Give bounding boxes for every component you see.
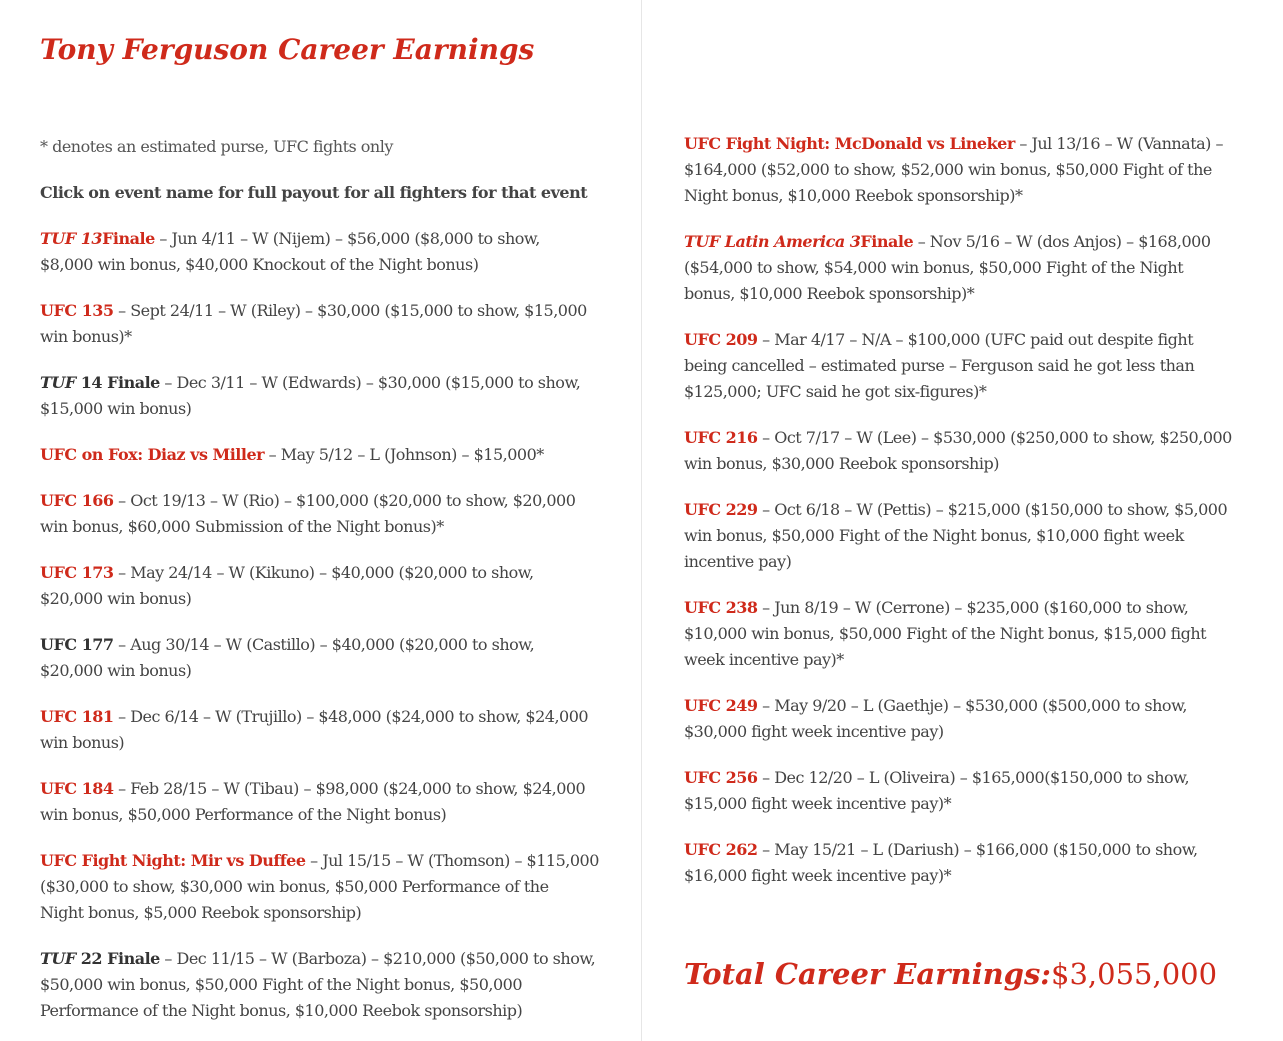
event-link-ufc-184[interactable]: UFC 184 bbox=[40, 779, 114, 798]
entry-details: Performance of the Night bonus, $10,000 Reebok sponsorship) bbox=[40, 1001, 523, 1020]
entry-details: $15,000 win bonus) bbox=[40, 399, 192, 418]
earnings-entry bbox=[684, 229, 1211, 307]
entry-details: – Oct 7/17 – W (Lee) – $530,000 ($250,000 to show, $250,000 bbox=[762, 428, 1232, 447]
event-link-ufc-262[interactable]: UFC 262 bbox=[684, 840, 758, 859]
entry-details: – May 5/12 – L (Johnson) – $15,000* bbox=[268, 445, 544, 464]
earnings-entry bbox=[40, 370, 580, 422]
entry-details: ($30,000 to show, $30,000 win bonus, $50,000 Performance of the bbox=[40, 877, 549, 896]
event-link-name: Finale bbox=[860, 232, 914, 251]
event-link-ufc-173[interactable]: UFC 173 bbox=[40, 563, 114, 582]
event-link-ufc-181[interactable]: UFC 181 bbox=[40, 707, 114, 726]
entry-details: – Jul 13/16 – W (Vannata) – bbox=[1019, 134, 1224, 153]
entry-details: $125,000; UFC said he got six-figures)* bbox=[684, 382, 987, 401]
event-link-ufc-fight-night-mcdonald-vs-lineker[interactable]: UFC Fight Night: McDonald vs Lineker bbox=[684, 134, 1015, 153]
event-name-text: 22 Finale bbox=[80, 949, 160, 968]
event-link-ufc-fight-night-mir-vs-duffee[interactable]: UFC Fight Night: Mir vs Duffee bbox=[40, 851, 306, 870]
entry-details: – Oct 19/13 – W (Rio) – $100,000 ($20,000 to show, $20,000 bbox=[118, 491, 576, 510]
entry-details: – Sept 24/11 – W (Riley) – $30,000 ($15,000 to show, $15,000 bbox=[118, 301, 587, 320]
event-name-text: 14 Finale bbox=[80, 373, 160, 392]
entry-details: being cancelled – estimated purse – Ferguson said he got less than bbox=[684, 356, 1195, 375]
event-link-ufc-216[interactable]: UFC 216 bbox=[684, 428, 758, 447]
entry-details: – Dec 11/15 – W (Barboza) – $210,000 ($50,000 to show, bbox=[164, 949, 596, 968]
total-label: Total Career Earnings: bbox=[684, 957, 1051, 991]
entry-details: – Aug 30/14 – W (Castillo) – $40,000 ($20,000 to show, bbox=[118, 635, 535, 654]
earnings-entry bbox=[684, 327, 1194, 405]
entry-details: – May 9/20 – L (Gaethje) – $530,000 ($500,000 to show, bbox=[762, 696, 1187, 715]
event-link-ufc-249[interactable]: UFC 249 bbox=[684, 696, 758, 715]
event-name-prefix: TUF bbox=[40, 949, 76, 968]
earnings-entry bbox=[40, 776, 585, 828]
entry-details: $15,000 fight week incentive pay)* bbox=[684, 794, 952, 813]
entry-details: Night bonus, $5,000 Reebok sponsorship) bbox=[40, 903, 362, 922]
entry-details: win bonus, $60,000 Submission of the Night bonus)* bbox=[40, 517, 444, 536]
entry-details: win bonus)* bbox=[40, 327, 132, 346]
earnings-entry bbox=[684, 425, 1232, 477]
total-amount: $3,055,000 bbox=[1051, 957, 1218, 991]
entry-details: $10,000 win bonus, $50,000 Fight of the Night bonus, $15,000 fight bbox=[684, 624, 1207, 643]
entry-details: – Feb 28/15 – W (Tibau) – $98,000 ($24,000 to show, $24,000 bbox=[118, 779, 586, 798]
earnings-entry bbox=[40, 488, 575, 540]
entry-details: – May 24/14 – W (Kikuno) – $40,000 ($20,000 to show, bbox=[118, 563, 534, 582]
event-link-prefix: TUF Latin America 3 bbox=[684, 232, 861, 251]
entry-details: $30,000 fight week incentive pay) bbox=[684, 722, 944, 741]
entry-details: incentive pay) bbox=[684, 552, 792, 571]
entry-details: win bonus) bbox=[40, 733, 125, 752]
entry-details: $20,000 win bonus) bbox=[40, 589, 192, 608]
event-link-tuf-13-finale[interactable] bbox=[40, 229, 155, 248]
estimate-note: * denotes an estimated purse, UFC fights only bbox=[40, 137, 393, 156]
event-link-ufc-on-fox-diaz-vs-miller[interactable]: UFC on Fox: Diaz vs Miller bbox=[40, 445, 265, 464]
event-link-tuf-latin-america-3-finale[interactable] bbox=[684, 232, 913, 251]
earnings-entry bbox=[684, 595, 1206, 673]
entry-details: bonus, $10,000 Reebok sponsorship)* bbox=[684, 284, 975, 303]
entry-details: Night bonus, $10,000 Reebok sponsorship)* bbox=[684, 186, 1023, 205]
earnings-entry bbox=[40, 560, 534, 612]
event-link-ufc-238[interactable]: UFC 238 bbox=[684, 598, 758, 617]
entry-details: $50,000 win bonus, $50,000 Fight of the Night bonus, $50,000 bbox=[40, 975, 522, 994]
event-name-tuf-22-finale bbox=[40, 949, 160, 968]
event-link-ufc-209[interactable]: UFC 209 bbox=[684, 330, 758, 349]
event-link-ufc-256[interactable]: UFC 256 bbox=[684, 768, 758, 787]
total-career-earnings bbox=[684, 952, 1217, 996]
event-link-prefix: TUF 13 bbox=[40, 229, 103, 248]
earnings-entry bbox=[684, 837, 1198, 889]
entry-details: $164,000 ($52,000 to show, $52,000 win bonus, $50,000 Fight of the bbox=[684, 160, 1212, 179]
entry-details: ($54,000 to show, $54,000 win bonus, $50,000 Fight of the Night bbox=[684, 258, 1184, 277]
earnings-entry bbox=[40, 704, 588, 756]
earnings-entry bbox=[684, 765, 1189, 817]
earnings-entry bbox=[40, 226, 540, 278]
event-name-ufc-177: UFC 177 bbox=[40, 635, 114, 654]
event-link-ufc-229[interactable]: UFC 229 bbox=[684, 500, 758, 519]
earnings-entry bbox=[684, 497, 1227, 575]
earnings-entry bbox=[684, 693, 1187, 745]
column-divider bbox=[641, 0, 642, 1041]
event-link-ufc-166[interactable]: UFC 166 bbox=[40, 491, 114, 510]
entry-details: – Nov 5/16 – W (dos Anjos) – $168,000 bbox=[917, 232, 1211, 251]
entry-details: win bonus, $50,000 Performance of the Night bonus) bbox=[40, 805, 447, 824]
page-title: Tony Ferguson Career Earnings bbox=[40, 33, 535, 66]
entry-details: $16,000 fight week incentive pay)* bbox=[684, 866, 952, 885]
event-name-tuf-14-finale bbox=[40, 373, 160, 392]
entry-details: – Oct 6/18 – W (Pettis) – $215,000 ($150,000 to show, $5,000 bbox=[762, 500, 1228, 519]
entry-details: – Jul 15/15 – W (Thomson) – $115,000 bbox=[310, 851, 599, 870]
earnings-entry bbox=[40, 298, 587, 350]
earnings-entry bbox=[40, 946, 595, 1024]
entry-details: – Dec 3/11 – W (Edwards) – $30,000 ($15,000 to show, bbox=[164, 373, 581, 392]
earnings-entry bbox=[40, 848, 599, 926]
entry-details: $20,000 win bonus) bbox=[40, 661, 192, 680]
earnings-entry bbox=[684, 131, 1223, 209]
entry-details: week incentive pay)* bbox=[684, 650, 844, 669]
instruction-text: Click on event name for full payout for all fighters for that event bbox=[40, 183, 588, 202]
entry-details: – May 15/21 – L (Dariush) – $166,000 ($150,000 to show, bbox=[762, 840, 1198, 859]
entry-details: $8,000 win bonus, $40,000 Knockout of the Night bonus) bbox=[40, 255, 479, 274]
earnings-entry bbox=[40, 632, 534, 684]
event-link-ufc-135[interactable]: UFC 135 bbox=[40, 301, 114, 320]
entry-details: win bonus, $30,000 Reebok sponsorship) bbox=[684, 454, 999, 473]
entry-details: – Jun 4/11 – W (Nijem) – $56,000 ($8,000 to show, bbox=[159, 229, 540, 248]
entry-details: – Dec 6/14 – W (Trujillo) – $48,000 ($24,000 to show, $24,000 bbox=[118, 707, 589, 726]
earnings-entry bbox=[40, 442, 544, 468]
entry-details: win bonus, $50,000 Fight of the Night bonus, $10,000 fight week bbox=[684, 526, 1184, 545]
event-link-name: Finale bbox=[102, 229, 155, 248]
event-name-prefix: TUF bbox=[40, 373, 76, 392]
entry-details: – Dec 12/20 – L (Oliveira) – $165,000($150,000 to show, bbox=[762, 768, 1190, 787]
entry-details: – Mar 4/17 – N/A – $100,000 (UFC paid out despite fight bbox=[762, 330, 1194, 349]
entry-details: – Jun 8/19 – W (Cerrone) – $235,000 ($160,000 to show, bbox=[762, 598, 1189, 617]
